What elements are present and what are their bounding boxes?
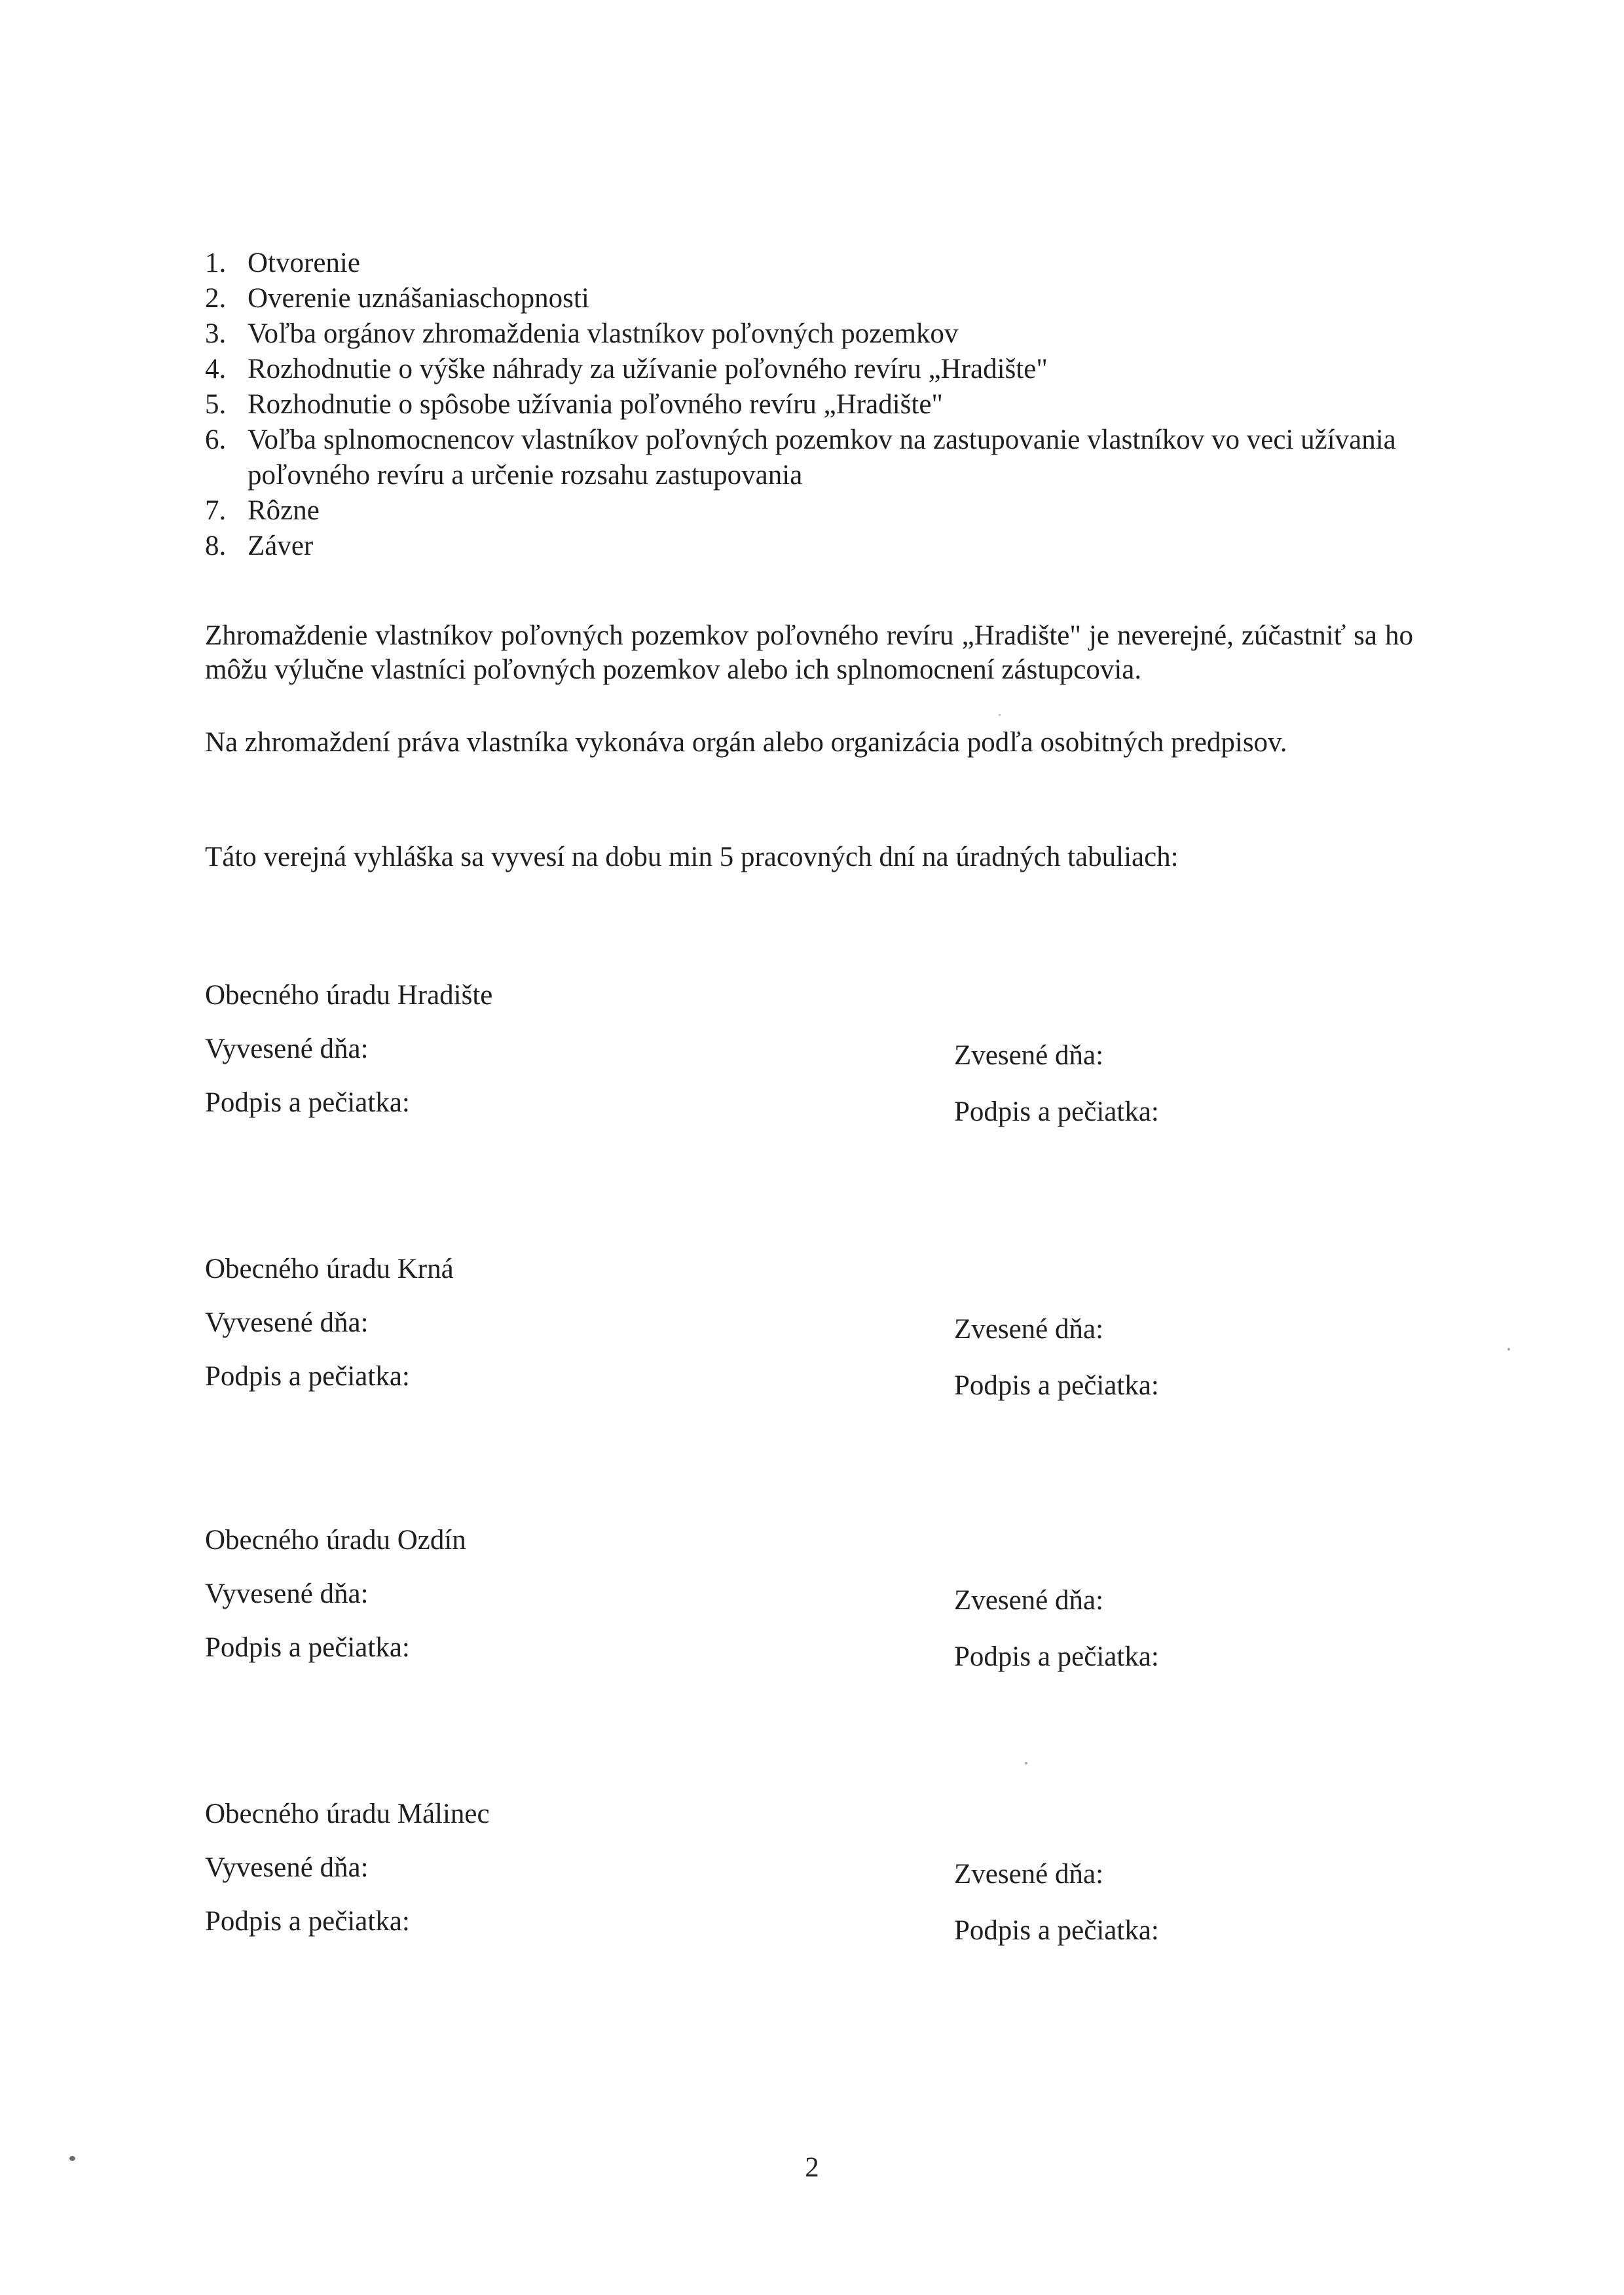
signature-stamp-label: Podpis a pečiatka: <box>954 1641 1159 1672</box>
scan-speck <box>1507 1348 1510 1351</box>
agenda-item-number: 3. <box>205 318 227 349</box>
agenda-item-text: Rôzne <box>248 495 320 526</box>
signature-stamp-label: Podpis a pečiatka: <box>205 1361 410 1392</box>
agenda-item <box>205 246 1436 281</box>
removed-date-label: Zvesené dňa: <box>954 1040 1104 1071</box>
agenda-item <box>205 352 1436 387</box>
office-name: Obecného úradu Málinec <box>205 1799 490 1829</box>
agenda-item-text: Záver <box>248 531 314 561</box>
agenda-item-number: 4. <box>205 354 227 384</box>
agenda-item-number: 1. <box>205 248 227 278</box>
agenda-item-number: 5. <box>205 389 227 420</box>
office-block-malinec <box>205 1798 1416 1994</box>
agenda-item-text: Voľba splnomocnencov vlastníkov poľovných pozemkov na zastupovanie vlastníkov vo veci užívania poľovného revíru a určenie rozsahu zastupovania <box>248 424 1396 491</box>
office-name: Obecného úradu Krná <box>205 1254 454 1284</box>
posted-date-label: Vyvesené dňa: <box>205 1307 369 1338</box>
agenda-item-text: Rozhodnutie o spôsobe užívania poľovného revíru „Hradište" <box>248 389 943 420</box>
agenda-item-text: Otvorenie <box>248 248 360 278</box>
agenda-item-number: 2. <box>205 283 227 314</box>
agenda-item-text: Overenie uznášaniaschopnosti <box>248 283 589 314</box>
office-name: Obecného úradu Hradište <box>205 980 493 1011</box>
agenda-item <box>205 316 1436 352</box>
signature-stamp-label: Podpis a pečiatka: <box>205 1632 410 1663</box>
agenda-item-text: Rozhodnutie o výške náhrady za užívanie poľovného revíru „Hradište" <box>248 354 1048 384</box>
posted-date-label: Vyvesené dňa: <box>205 1034 369 1064</box>
office-name: Obecného úradu Ozdín <box>205 1525 466 1556</box>
meeting-notice-paragraph: Zhromaždenie vlastníkov poľovných pozemkov poľovného revíru „Hradište" je neverejné, zúčastniť sa ho môžu výlučne vlastníci poľovných pozemkov alebo ich splnomocnení zástupcovia. <box>205 620 1413 685</box>
signature-stamp-label: Podpis a pečiatka: <box>205 1906 410 1937</box>
posted-date-label: Vyvesené dňa: <box>205 1578 369 1609</box>
signature-stamp-label: Podpis a pečiatka: <box>205 1087 410 1118</box>
scan-speck <box>1025 1762 1027 1764</box>
removed-date-label: Zvesené dňa: <box>954 1314 1104 1345</box>
office-block-krna <box>205 1253 1416 1449</box>
scan-speck <box>999 714 1001 716</box>
rights-notice-paragraph: Na zhromaždení práva vlastníka vykonáva orgán alebo organizácia podľa osobitných predpisov. <box>205 727 1287 758</box>
posting-notice-paragraph: Táto verejná vyhláška sa vyvesí na dobu min 5 pracovných dní na úradných tabuliach: <box>205 842 1179 872</box>
agenda-item <box>205 422 1436 493</box>
posted-date-label: Vyvesené dňa: <box>205 1852 369 1883</box>
agenda-item <box>205 529 1436 564</box>
agenda-item <box>205 387 1436 422</box>
agenda-item-number: 6. <box>205 424 227 455</box>
agenda-item-number: 8. <box>205 531 227 561</box>
agenda-item-number: 7. <box>205 495 227 526</box>
removed-date-label: Zvesené dňa: <box>954 1585 1104 1616</box>
removed-date-label: Zvesené dňa: <box>954 1859 1104 1890</box>
page-number: 2 <box>805 2152 819 2183</box>
signature-stamp-label: Podpis a pečiatka: <box>954 1915 1159 1946</box>
agenda-item <box>205 281 1436 316</box>
office-block-ozdin <box>205 1524 1416 1721</box>
scan-speck <box>69 2156 75 2161</box>
agenda-list <box>205 246 1436 564</box>
agenda-item-text: Voľba orgánov zhromaždenia vlastníkov poľovných pozemkov <box>248 318 959 349</box>
signature-stamp-label: Podpis a pečiatka: <box>954 1370 1159 1401</box>
signature-stamp-label: Podpis a pečiatka: <box>954 1096 1159 1127</box>
agenda-item <box>205 493 1436 529</box>
office-block-hradiste <box>205 979 1416 1176</box>
